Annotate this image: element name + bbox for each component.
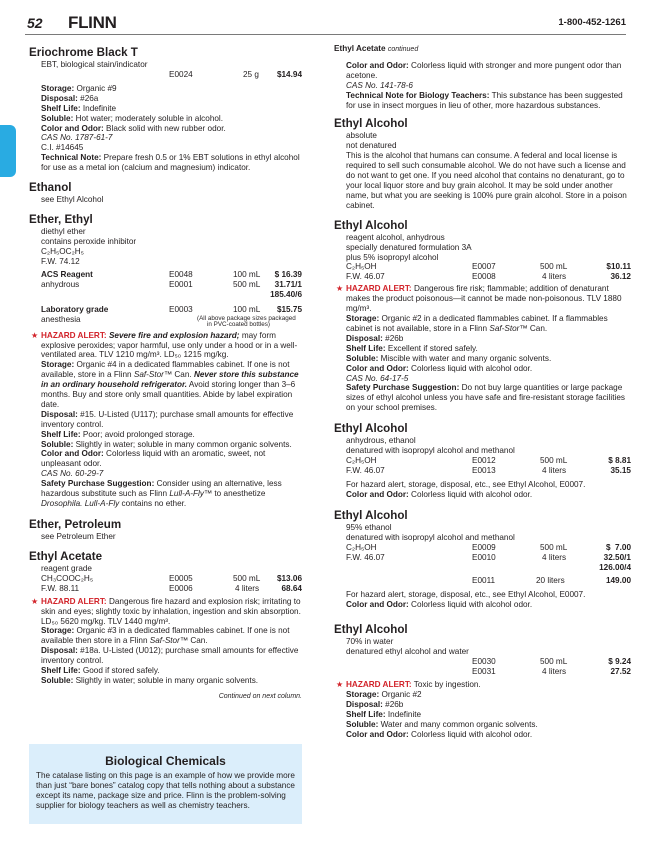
- section-tab: [0, 125, 16, 177]
- price-row: F.W. 88.11 E0006 4 liters 68.64: [41, 583, 302, 593]
- biological-chemicals-box: [29, 744, 302, 824]
- storage-line: Storage: Organic #4 in a dedicated flammables cabinet. If one is not available, store in a Flinn Saf-Stor™ Can. Never store this substance in an ordinary household refrigerator. Avoid storing longer than 3–6 months. Buy and store only small quantities. Abide by label expiration date.: [41, 360, 299, 409]
- soluble-line: Soluble: Water and many common organic solvents.: [346, 719, 538, 729]
- price-row: E0030 500 mL $ 9.24: [472, 657, 631, 667]
- technical-note: Technical Note for Biology Teachers: This substance has been suggested for use in insect morgues in lieu of other, more hazardous substances.: [346, 90, 623, 110]
- formula-weight: F.W. 74.12: [41, 256, 80, 266]
- box-title: Biological Chemicals: [105, 754, 226, 768]
- price-row: F.W. 46.07 E0010 4 liters 32.50/1: [346, 552, 631, 562]
- shelf-line: Shelf Life: Excellent if stored safely.: [346, 343, 478, 353]
- disposal-line: Disposal: #18a. U-Listed (U012); purchase small amounts for effective inventory control.: [41, 646, 299, 666]
- hazard-alert: ★ HAZARD ALERT: Severe fire and explosion hazard; may form explosive peroxides; vapor harmful, use only under a hood or in a well-ventilated area. TLV 1210 mg/m³. LD₅₀ 1215 mg/kg.: [31, 330, 298, 360]
- entry-title: Ethanol: [29, 181, 72, 195]
- color-line: Color and Odor: Colorless liquid with alcohol odor.: [346, 489, 533, 499]
- reference-note: For hazard alert, storage, disposal, etc., see Ethyl Alcohol, E0007.: [346, 480, 586, 489]
- price-row: F.W. 46.07 E0008 4 liters 36.12: [346, 272, 631, 282]
- price-row: anhydrous E0001 500 mL 31.71/1: [41, 279, 302, 289]
- price: $14.94: [276, 69, 302, 79]
- price-row: 185.40/6: [270, 289, 302, 299]
- star-icon: ★: [31, 330, 39, 340]
- hazard-alert: ★ HAZARD ALERT: Dangerous fire risk; flammable; addition of denaturant makes the product poisonous—it cannot be made non-poisonous. TLV 1880 mg/m³.: [336, 284, 622, 314]
- entry-desc: diethyl ether: [41, 226, 86, 236]
- reference-note: For hazard alert, storage, disposal, etc., see Ethyl Alcohol, E0007.: [346, 589, 586, 599]
- entry-desc: 70% in water: [346, 637, 394, 647]
- storage-line: Storage: Organic #3 in a dedicated flammables cabinet. If one is not available then store in a Flinn Saf-Stor™ Can.: [41, 626, 290, 646]
- price-row: ACS Reagent E0048 100 mL $ 16.39: [41, 269, 302, 279]
- color-line: Color and Odor: Colorless liquid with alcohol odor.: [346, 363, 533, 373]
- star-icon: ★: [31, 596, 39, 606]
- entry-desc: EBT, biological stain/indicator: [41, 60, 148, 69]
- cas-number: CAS No. 64-17-5: [346, 373, 409, 383]
- price-row: C₂H₅OH E0007 500 mL $10.11: [346, 262, 631, 272]
- entry-desc: absolute: [346, 131, 377, 141]
- entry-desc: anhydrous, ethanol: [346, 436, 416, 446]
- formula: C₂H₅OC₂H₅: [41, 246, 84, 256]
- shelf-line: Shelf Life: Indefinite: [41, 103, 117, 113]
- sku: E0024: [169, 69, 193, 79]
- color-line: Color and Odor: Black solid with new rubber odor.: [41, 123, 226, 133]
- soluble-line: Soluble: Slightly in water; soluble in many organic solvents.: [41, 675, 259, 685]
- color-line: Color and Odor: Colorless liquid with alcohol odor.: [346, 599, 533, 609]
- phone-number: 1-800-452-1261: [558, 17, 626, 28]
- entry-text: This is the alcohol that humans can consume. A federal and local license is required to sell such consumable alcohol. We do not have such a license and do not want to get one. If you need alcohol that contains no denaturant, go to your local liquor store and buy grain alcohol. It may be sold under another name, but what you are seeking is 100% pure grain alcohol. Store in a poison cabinet.: [346, 151, 627, 210]
- price-row: C₂H₅OH E0012 500 mL $ 8.81: [346, 456, 631, 465]
- disposal-line: Disposal: #15. U-Listed (U117); purchase small amounts for effective inventory control.: [41, 409, 294, 429]
- left-column: [29, 46, 302, 702]
- size: 25 g: [243, 69, 259, 79]
- see-ref: see Petroleum Ether: [41, 531, 116, 541]
- entry-title: Ethyl Alcohol: [334, 623, 408, 637]
- safety-suggestion: Safety Purchase Suggestion: Consider using an alternative, less hazardous substitute such as Flinn Lull-A-Fly™ to anesthetize Drosophila. Lull-A-Fly contains no ether.: [41, 479, 282, 508]
- price-row: [29, 70, 302, 80]
- star-icon: ★: [336, 284, 344, 294]
- cas-number: CAS No. 141-78-6: [346, 80, 413, 90]
- price-row: 126.00/4: [599, 562, 631, 572]
- continued-note: Continued on next column.: [218, 692, 302, 700]
- entry-desc: contains peroxide inhibitor: [41, 236, 137, 246]
- price-row: anesthesia (All above package sizes packaged in PVC-coated bottles): [41, 314, 296, 328]
- continued-header: Ethyl Acetate continued: [334, 44, 419, 53]
- hazard-alert: ★ HAZARD ALERT: Toxic by ingestion.: [336, 680, 481, 690]
- price-row: Laboratory grade E0003 100 mL $15.75: [41, 304, 302, 314]
- cas-number: CAS No. 1787-61-7: [41, 133, 113, 143]
- page-header: [0, 0, 651, 34]
- right-column: [334, 44, 631, 740]
- entry-title: Ethyl Alcohol: [334, 422, 408, 436]
- entry-desc: denatured with isopropyl alcohol and methanol: [346, 532, 515, 542]
- disposal-line: Disposal: #26b: [346, 700, 404, 710]
- entry-desc: 95% ethanol: [346, 522, 392, 532]
- entry-desc: reagent alcohol, anhydrous: [346, 232, 445, 242]
- brand-logo: FLINN: [68, 13, 117, 32]
- price-row: E0011 20 liters 149.00: [472, 575, 631, 585]
- star-icon: ★: [336, 680, 344, 690]
- entry-desc: denatured ethyl alcohol and water: [346, 647, 469, 657]
- disposal-line: Disposal: #26b: [346, 333, 404, 343]
- entry-title: Eriochrome Black T: [29, 46, 138, 59]
- ci-number: C.I. #14645: [41, 143, 84, 153]
- entry-title: Ether, Petroleum: [29, 517, 122, 531]
- color-line: Color and Odor: Colorless liquid with an aromatic, sweet, not unpleasant odor.: [41, 449, 266, 469]
- entry-desc: not denatured: [346, 141, 397, 151]
- cas-number: CAS No. 60-29-7: [41, 469, 104, 479]
- entry-title: Ethyl Alcohol: [334, 117, 408, 131]
- page-number: 52: [27, 15, 43, 31]
- soluble-line: Soluble: Miscible with water and many organic solvents.: [346, 353, 552, 363]
- box-text: The catalase listing on this page is an example of how we provide more than just “bare bones” catalog copy that tells nothing about a substance except its name, package size and price. Flinn is the problem-solving supplier for biology teachers as well as chemistry teachers.: [36, 771, 295, 810]
- color-line: Color and Odor: Colorless liquid with alcohol odor.: [346, 729, 533, 739]
- entry-desc: denatured with isopropyl alcohol and methanol: [346, 446, 515, 456]
- entry-title: Ethyl Acetate: [29, 549, 103, 563]
- see-ref: see Ethyl Alcohol: [41, 195, 104, 205]
- storage-line: Storage: Organic #9: [41, 83, 117, 93]
- shelf-line: Shelf Life: Poor; avoid prolonged storage.: [41, 429, 195, 439]
- price-row: E0031 4 liters 27.52: [472, 667, 631, 677]
- entry-desc: plus 5% isopropyl alcohol: [346, 252, 439, 262]
- color-line: Color and Odor: Colorless liquid with stronger and more pungent odor than acetone.: [346, 60, 622, 80]
- shelf-line: Shelf Life: Good if stored safely.: [41, 666, 160, 676]
- entry-title: Ether, Ethyl: [29, 212, 93, 226]
- soluble-line: Soluble: Hot water; moderately soluble in alcohol.: [41, 113, 224, 123]
- storage-line: Storage: Organic #2: [346, 690, 422, 700]
- disposal-line: Disposal: #26a: [41, 93, 99, 103]
- price-row: F.W. 46.07 E0013 4 liters 35.15: [346, 466, 631, 475]
- technical-note: Technical Note: Prepare fresh 0.5 or 1% EBT solutions in ethyl alcohol for use as a metal ion (calcium and magnesium) indicator.: [41, 153, 300, 173]
- entry-desc: reagent grade: [41, 563, 92, 573]
- hazard-alert: ★ HAZARD ALERT: Dangerous fire hazard and explosion risk; irritating to skin and eyes; slightly toxic by inhalation, ingestion and skin absorption. LD₅₀ 5620 mg/kg. TLV 1440 mg/m³.: [31, 596, 301, 626]
- price-row: C₂H₅OH E0009 500 mL $ 7.00: [346, 542, 631, 552]
- entry-title: Ethyl Alcohol: [334, 218, 408, 232]
- soluble-line: Soluble: Slightly in water; soluble in many common organic solvents.: [41, 439, 292, 449]
- price-row: CH₃COOC₂H₅ E0005 500 mL $13.06: [41, 573, 302, 583]
- entry-desc: specially denatured formulation 3A: [346, 242, 472, 252]
- storage-line: Storage: Organic #2 in a dedicated flammables cabinet. If a flammables cabinet is not available, store in a Flinn Saf-Stor™ Can.: [346, 314, 608, 334]
- safety-suggestion: Safety Purchase Suggestion: Do not buy large quantities or large package sizes of ethyl alcohol unless you have safe and fire-resistant storage facilities on your school premises.: [346, 383, 625, 413]
- shelf-line: Shelf Life: Indefinite: [346, 709, 422, 719]
- entry-title: Ethyl Alcohol: [334, 508, 408, 522]
- header-rule: [25, 34, 626, 35]
